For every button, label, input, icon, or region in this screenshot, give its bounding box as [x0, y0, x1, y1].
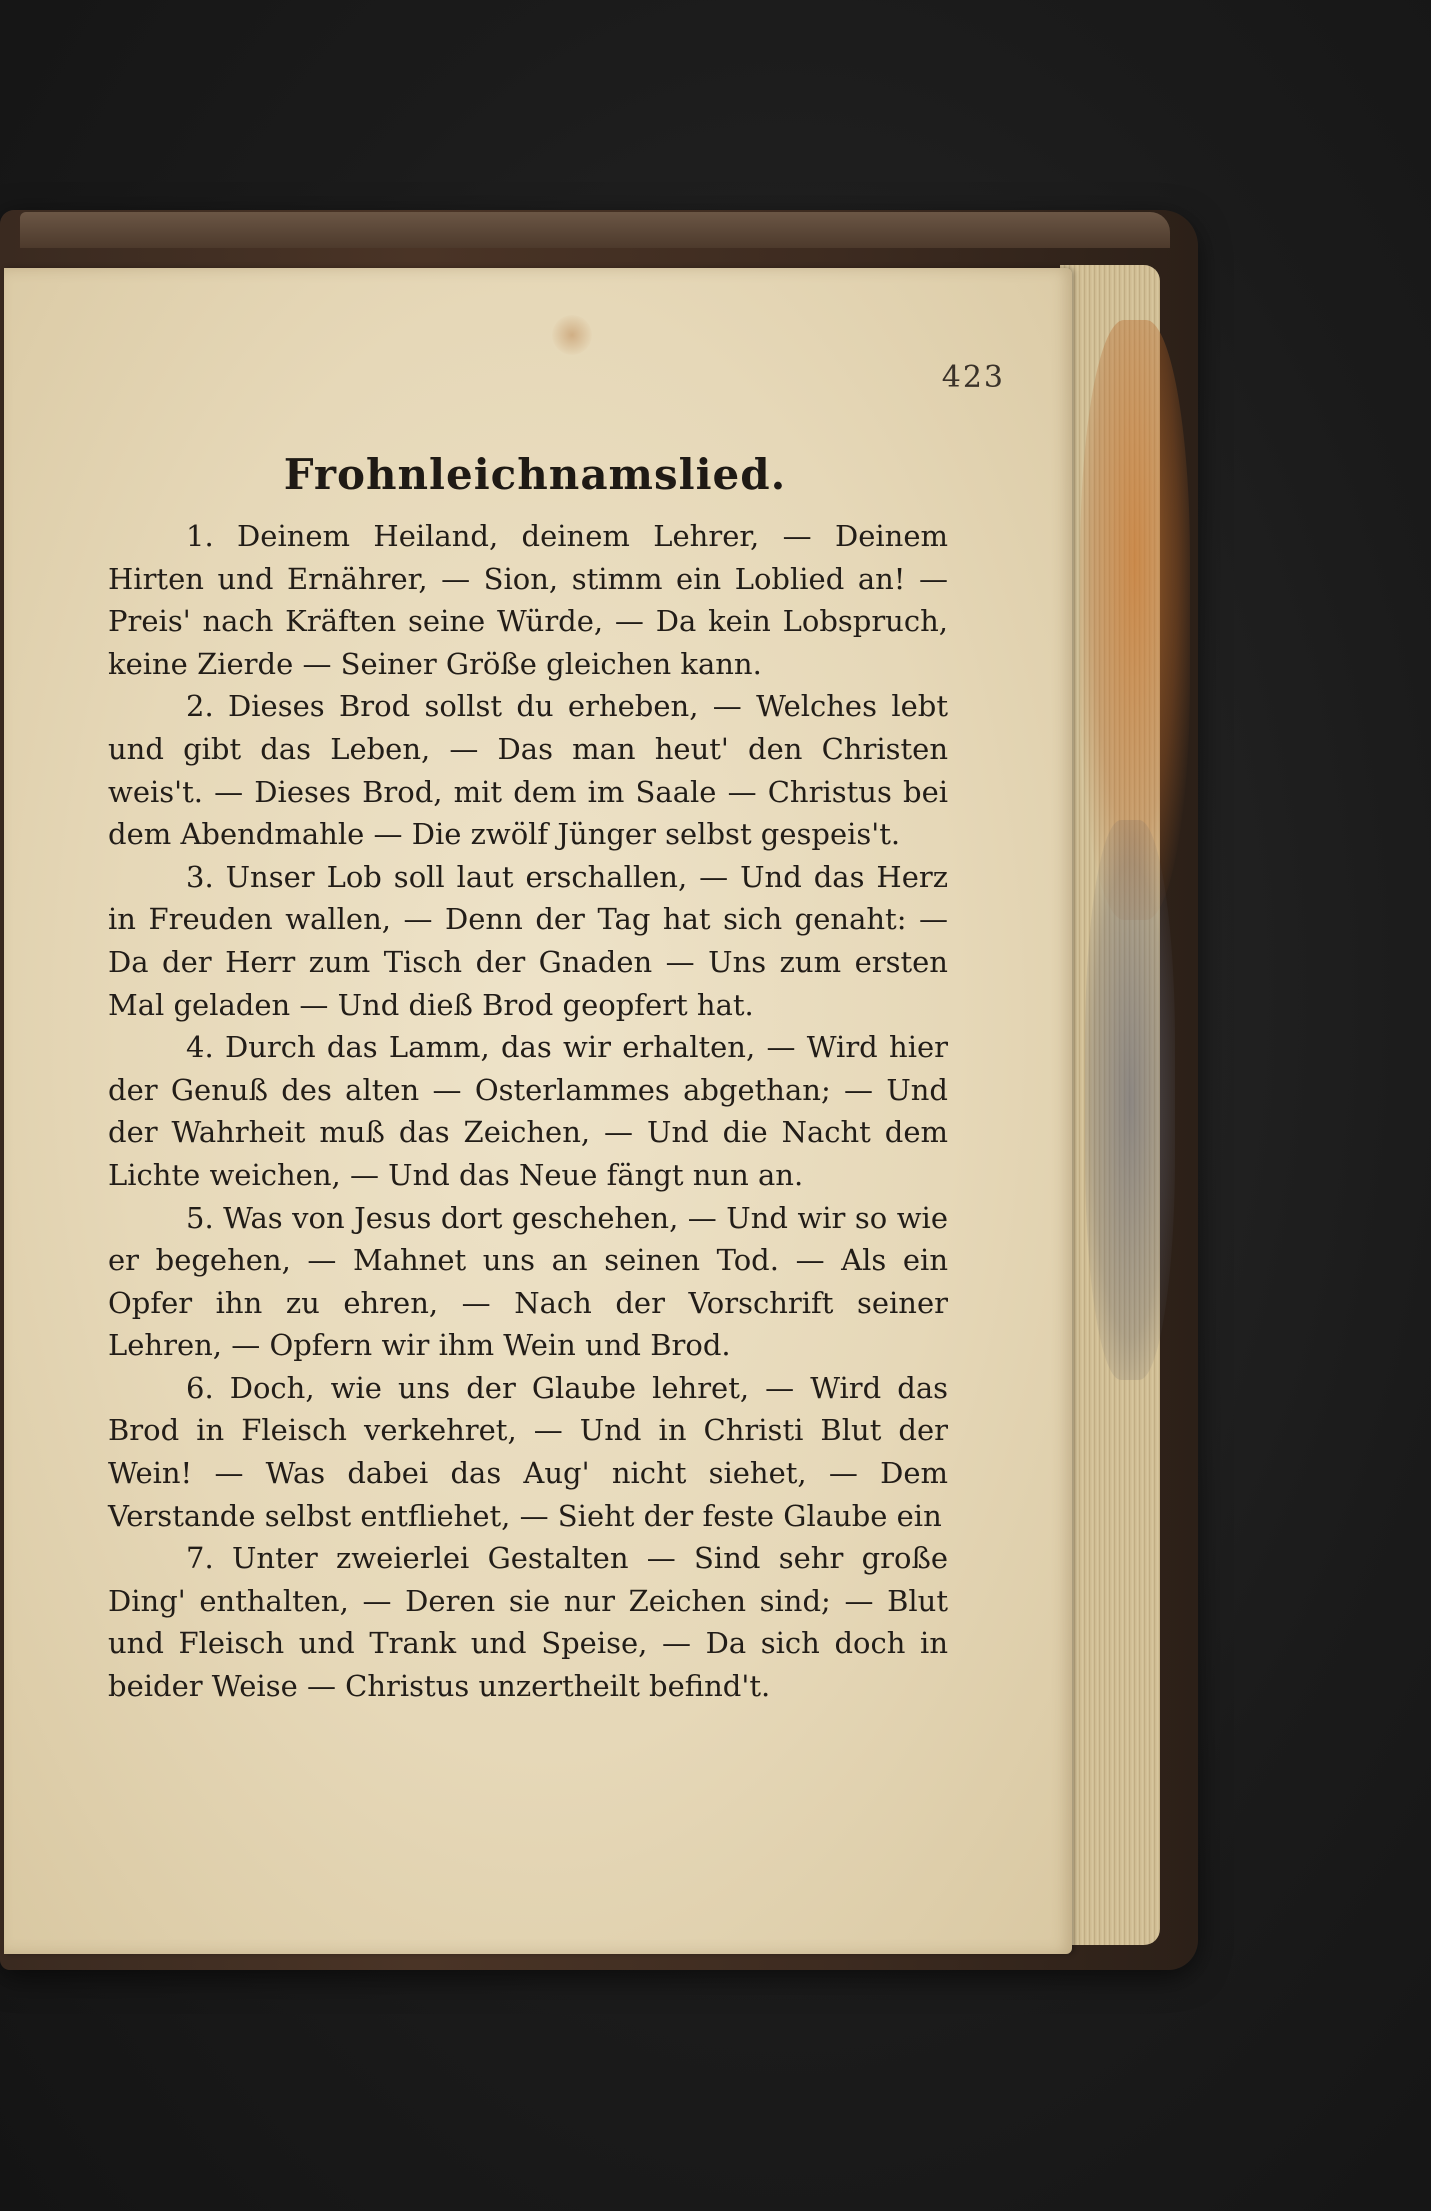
verse-3: 3. Unser Lob soll laut erschallen, — Und das Herz in Freuden wallen, — Denn der Tag hat sich genaht: — Da der Herr zum Tisch der Gnaden — Uns zum ersten Mal geladen — Und dieß Brod geopfert hat. — [108, 859, 948, 1022]
verse-5: 5. Was von Jesus dort geschehen, — Und wir so wie er begehen, — Mahnet uns an seinen Tod. — Als ein Opfer ihn zu ehren, — Nach der Vorschrift seiner Lehren, — Opfern wir ihm Wein und Brod. — [108, 1200, 948, 1363]
verse-2: 2. Dieses Brod sollst du erheben, — Welches lebt und gibt das Leben, — Das man heut' den Christen weis't. — Dieses Brod, mit dem im Saale — Christus bei dem Abendmahle — Die zwölf Jünger selbst gespeis't. — [108, 689, 948, 852]
verse-4: 4. Durch das Lamm, das wir erhalten, — Wird hier der Genuß des alten — Osterlammes abgethan; — Und der Wahrheit muß das Zeichen, — Und die Nacht dem Lichte weichen, — Und das Neue fängt nun an. — [108, 1030, 948, 1192]
verse-6: 6. Doch, wie uns der Glaube lehret, — Wird das Brod in Fleisch verkehret, — Und in Christi Blut der Wein! — Was dabei das Aug' nicht siehet, — Dem Verstande selbst entfliehet, — Sieht der feste Glaube ein — [108, 1370, 948, 1533]
page-number: 423 — [941, 360, 1005, 395]
book-cover-top-edge — [20, 212, 1170, 248]
grey-stain — [1085, 820, 1175, 1380]
hymn-text — [108, 515, 948, 1708]
verse-7: 7. Unter zweierlei Gestalten — Sind sehr große Ding' enthalten, — Deren sie nur Zeichen sind; — Blut und Fleisch und Trank und Speise, — Da sich doch in beider Weise — Christus unzertheilt befind't. — [108, 1541, 948, 1704]
page-spot — [552, 315, 592, 355]
verse-1: 1. Deinem Heiland, deinem Lehrer, — Deinem Hirten und Ernährer, — Sion, stimm ein Loblied an! — Preis' nach Kräften seine Würde, — Da kein Lobspruch, keine Zierde — Seiner Größe gleichen kann. — [108, 519, 948, 681]
hymn-title: Frohnleichnamslied. — [283, 450, 787, 499]
